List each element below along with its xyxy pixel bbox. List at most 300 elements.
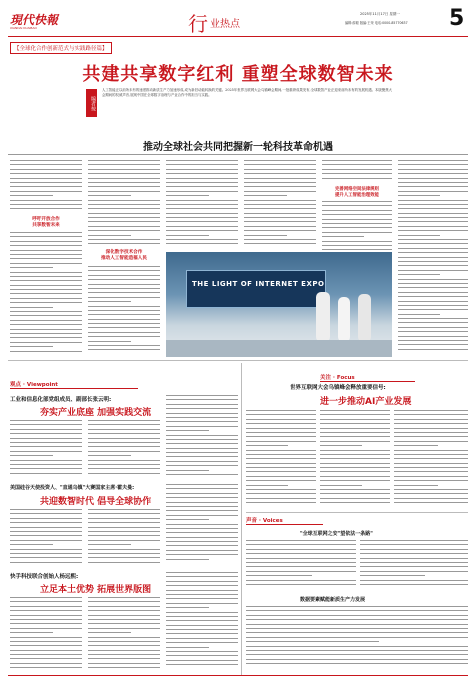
text-line — [398, 314, 440, 315]
text-line — [398, 243, 468, 244]
text-line — [246, 493, 316, 494]
viewpoint-story2-col3 — [166, 484, 238, 567]
text-line — [320, 476, 390, 477]
text-line — [398, 213, 468, 214]
text-line — [88, 518, 160, 519]
article1-col-subhead: 完善网络空间法律规则 提升人工智能治理效能 — [335, 187, 379, 198]
text-line — [394, 467, 468, 468]
text-line — [10, 208, 82, 209]
text-line — [166, 633, 238, 634]
text-line — [10, 420, 82, 421]
text-line — [10, 663, 82, 664]
text-line — [398, 279, 468, 280]
text-line — [246, 575, 312, 576]
text-line — [322, 164, 392, 165]
text-line — [244, 160, 316, 161]
text-line — [10, 315, 82, 316]
text-line — [10, 473, 82, 474]
text-line — [166, 421, 238, 422]
text-line — [88, 645, 160, 646]
text-line — [166, 664, 238, 665]
text-line — [88, 455, 131, 456]
text-line — [88, 173, 160, 174]
text-line — [88, 297, 160, 298]
text-line — [394, 485, 438, 486]
viewpoint-story3-col3 — [166, 572, 238, 673]
text-line — [398, 173, 468, 174]
text-line — [10, 351, 82, 352]
text-line — [166, 581, 238, 582]
viewpoint-story3-col1 — [10, 597, 82, 673]
text-line — [88, 464, 160, 465]
text-line — [166, 395, 238, 396]
text-line — [166, 638, 238, 639]
text-line — [166, 493, 238, 494]
text-line — [246, 580, 356, 581]
viewpoint-story3-sub: 快手科技联合创始人杨远熙: — [10, 574, 79, 580]
viewpoint-story3-col2 — [88, 597, 160, 673]
text-line — [246, 423, 316, 424]
text-line — [88, 230, 160, 231]
text-line — [166, 616, 238, 617]
text-line — [10, 549, 82, 550]
text-line — [10, 455, 53, 456]
text-line — [246, 467, 316, 468]
text-line — [398, 164, 468, 165]
text-line — [10, 433, 82, 434]
text-line — [10, 346, 53, 347]
text-line — [88, 332, 160, 333]
text-line — [394, 432, 468, 433]
masthead — [0, 0, 476, 38]
text-line — [320, 428, 390, 429]
text-line — [88, 667, 160, 668]
text-line — [394, 498, 468, 499]
section-divider — [8, 360, 468, 361]
text-line — [10, 191, 82, 192]
text-line — [246, 441, 316, 442]
viewpoint-story3-title: 立足本土优势 拓展世界版图 — [40, 585, 152, 595]
text-line — [88, 243, 160, 244]
text-line — [398, 178, 468, 179]
text-line — [166, 651, 238, 652]
newspaper-logo: 現代快報 — [10, 13, 59, 27]
text-line — [88, 160, 160, 161]
text-line — [10, 641, 82, 642]
text-line — [10, 329, 82, 330]
text-line — [246, 654, 468, 655]
text-line — [10, 258, 82, 259]
text-line — [166, 213, 238, 214]
text-line — [320, 493, 390, 494]
text-line — [244, 230, 316, 231]
text-line — [88, 468, 160, 469]
text-line — [246, 445, 288, 446]
photo-robot-1 — [316, 292, 330, 342]
text-line — [398, 195, 440, 196]
text-line — [320, 432, 390, 433]
text-line — [88, 429, 160, 430]
text-line — [10, 606, 82, 607]
newspaper-logo-sub: XIANDAI KUAIBAO — [10, 26, 37, 30]
text-line — [10, 320, 82, 321]
text-line — [166, 173, 238, 174]
text-line — [10, 628, 82, 629]
text-line — [394, 463, 468, 464]
text-line — [10, 601, 82, 602]
text-line — [246, 553, 356, 554]
text-line — [88, 208, 160, 209]
text-line — [166, 510, 238, 511]
text-line — [166, 554, 238, 555]
text-line — [88, 433, 160, 434]
text-line — [166, 590, 238, 591]
text-line — [88, 270, 160, 271]
text-line — [320, 471, 390, 472]
article1-col2-bottom — [88, 266, 160, 357]
text-line — [88, 438, 160, 439]
text-line — [88, 217, 160, 218]
text-line — [398, 318, 468, 319]
focus-col1 — [246, 410, 316, 508]
text-line — [246, 619, 468, 620]
viewpoint-story2-col1 — [10, 509, 82, 567]
text-line — [246, 471, 316, 472]
text-line — [166, 470, 209, 471]
text-line — [246, 549, 356, 550]
text-line — [166, 452, 238, 453]
text-line — [166, 426, 238, 427]
text-line — [10, 438, 82, 439]
text-line — [166, 243, 238, 244]
text-line — [88, 460, 160, 461]
text-line — [88, 509, 160, 510]
text-line — [10, 667, 82, 668]
text-line — [322, 236, 364, 237]
text-line — [88, 557, 160, 558]
viewpoint-label: 观点 · Viewpoint — [10, 380, 138, 389]
text-line — [398, 265, 468, 266]
text-line — [88, 169, 160, 170]
voice-quote2: 数据要素赋能新质生产力发展 — [300, 597, 366, 603]
text-line — [166, 217, 238, 218]
text-line — [320, 498, 390, 499]
text-line — [394, 476, 468, 477]
text-line — [322, 201, 392, 202]
text-line — [166, 607, 209, 608]
text-line — [166, 435, 238, 436]
text-line — [88, 641, 160, 642]
text-line — [166, 456, 238, 457]
text-line — [166, 625, 238, 626]
article1-col2-top — [88, 160, 160, 248]
text-line — [10, 557, 82, 558]
text-line — [322, 214, 392, 215]
text-line — [166, 230, 238, 231]
text-line — [88, 540, 160, 541]
text-line — [322, 210, 392, 211]
text-line — [10, 597, 82, 598]
focus-col3 — [394, 410, 468, 508]
text-line — [320, 410, 390, 411]
text-line — [360, 584, 468, 585]
text-line — [166, 532, 238, 533]
column-separator — [241, 363, 242, 675]
text-line — [10, 623, 82, 624]
text-line — [166, 497, 238, 498]
text-line — [322, 219, 392, 220]
text-line — [166, 413, 238, 414]
text-line — [244, 164, 316, 165]
text-line — [88, 619, 160, 620]
text-line — [88, 200, 160, 201]
text-line — [88, 341, 131, 342]
text-line — [246, 606, 468, 607]
text-line — [10, 169, 82, 170]
article1-subhead2: 深化数字技术合作 推动人工智能造福人民 — [101, 250, 147, 261]
text-line — [398, 340, 468, 341]
text-line — [10, 468, 82, 469]
text-line — [246, 489, 316, 490]
article1-col3 — [166, 160, 238, 250]
text-line — [10, 509, 82, 510]
article1-title: 推动全球社会共同把握新一轮科技革命机遇 — [143, 142, 333, 153]
text-line — [394, 502, 468, 503]
text-line — [88, 650, 160, 651]
text-line — [360, 544, 468, 545]
text-line — [394, 454, 468, 455]
text-line — [320, 454, 390, 455]
text-line — [10, 241, 82, 242]
text-line — [166, 191, 238, 192]
text-line — [166, 572, 238, 573]
text-line — [398, 309, 468, 310]
text-line — [10, 446, 82, 447]
text-line — [244, 217, 316, 218]
article1-title-rule — [8, 154, 468, 155]
text-line — [394, 419, 468, 420]
text-line — [398, 305, 468, 306]
text-line — [10, 424, 82, 425]
text-line — [10, 333, 82, 334]
text-line — [88, 239, 160, 240]
text-line — [322, 205, 392, 206]
text-line — [10, 513, 82, 514]
viewpoint-story1-col1 — [10, 420, 82, 480]
article1-col1-top — [10, 160, 82, 216]
photo-robot-3 — [358, 294, 371, 342]
text-line — [246, 498, 316, 499]
text-line — [166, 186, 238, 187]
text-line — [166, 399, 238, 400]
text-line — [246, 428, 316, 429]
voice-col1 — [246, 540, 356, 592]
text-line — [394, 471, 468, 472]
text-line — [88, 226, 160, 227]
text-line — [166, 461, 238, 462]
text-line — [166, 559, 209, 560]
text-line — [88, 319, 160, 320]
text-line — [398, 200, 468, 201]
text-line — [166, 502, 238, 503]
text-line — [10, 245, 82, 246]
text-line — [166, 550, 238, 551]
voice-col2 — [360, 540, 468, 592]
text-line — [246, 476, 316, 477]
text-line — [394, 445, 438, 446]
text-line — [398, 252, 468, 253]
text-line — [398, 283, 468, 284]
main-headline: 共建共享数字红利 重塑全球数智未来 — [82, 64, 394, 85]
text-line — [88, 442, 160, 443]
text-line — [10, 610, 82, 611]
text-line — [10, 324, 82, 325]
text-line — [10, 186, 82, 187]
text-line — [246, 458, 316, 459]
text-line — [322, 169, 392, 170]
article1-col6 — [398, 160, 468, 357]
text-line — [10, 311, 82, 312]
text-line — [322, 249, 392, 250]
text-line — [88, 310, 160, 311]
text-line — [10, 280, 82, 281]
text-line — [322, 223, 392, 224]
text-line — [320, 450, 390, 451]
text-line — [246, 544, 356, 545]
text-line — [166, 204, 238, 205]
text-line — [246, 637, 468, 638]
text-line — [360, 580, 468, 581]
text-line — [166, 221, 238, 222]
text-line — [88, 306, 160, 307]
text-line — [88, 663, 160, 664]
text-line — [88, 195, 131, 196]
text-line — [88, 182, 160, 183]
text-line — [10, 650, 82, 651]
text-line — [88, 658, 160, 659]
text-line — [10, 289, 82, 290]
text-line — [88, 522, 160, 523]
text-line — [394, 414, 468, 415]
text-line — [244, 178, 316, 179]
text-line — [398, 208, 468, 209]
text-line — [88, 632, 131, 633]
text-line — [398, 226, 468, 227]
text-line — [10, 182, 82, 183]
text-line — [398, 349, 468, 350]
text-line — [88, 615, 160, 616]
article1-photo — [166, 252, 392, 357]
text-line — [246, 641, 379, 642]
text-line — [394, 410, 468, 411]
text-line — [398, 257, 468, 258]
text-line — [360, 549, 468, 550]
text-line — [322, 178, 392, 179]
text-line — [360, 562, 468, 563]
bottom-rule — [8, 675, 468, 676]
text-line — [166, 585, 238, 586]
text-line — [246, 450, 316, 451]
text-line — [166, 515, 238, 516]
article1-col4 — [244, 160, 316, 250]
text-line — [166, 642, 238, 643]
focus-sub: 世界互联网大会乌镇峰会释放重要信号: — [290, 385, 386, 391]
text-line — [320, 458, 390, 459]
viewpoint-story2-col2 — [88, 509, 160, 567]
text-line — [320, 463, 390, 464]
text-line — [88, 527, 160, 528]
text-line — [88, 623, 160, 624]
banner-tag: 【全球化合作创新范式与实践路径篇】 — [10, 42, 112, 54]
text-line — [10, 544, 53, 545]
text-line — [398, 322, 468, 323]
text-line — [246, 414, 316, 415]
text-line — [398, 336, 468, 337]
text-line — [88, 186, 160, 187]
text-line — [398, 182, 468, 183]
text-line — [244, 239, 316, 240]
text-line — [166, 430, 209, 431]
text-line — [246, 454, 316, 455]
text-line — [88, 266, 160, 267]
text-line — [10, 307, 53, 308]
text-line — [10, 272, 82, 273]
text-line — [394, 480, 468, 481]
text-line — [398, 292, 468, 293]
text-line — [88, 553, 160, 554]
text-line — [398, 160, 468, 161]
text-line — [10, 658, 82, 659]
text-line — [10, 263, 82, 264]
voice-label: 声音 · Voices — [246, 516, 323, 525]
photo-robot-2 — [338, 297, 350, 342]
photo-screen — [186, 270, 326, 308]
text-line — [244, 221, 316, 222]
page-number: 5 — [449, 6, 465, 31]
text-line — [166, 576, 238, 577]
text-line — [10, 293, 82, 294]
text-line — [10, 531, 82, 532]
text-line — [10, 232, 82, 233]
text-line — [246, 628, 468, 629]
text-line — [246, 650, 468, 651]
text-line — [88, 597, 160, 598]
text-line — [10, 518, 82, 519]
text-line — [88, 446, 160, 447]
text-line — [398, 239, 468, 240]
text-line — [398, 191, 468, 192]
text-line — [166, 208, 238, 209]
text-line — [398, 217, 468, 218]
text-line — [88, 606, 160, 607]
text-line — [244, 226, 316, 227]
text-line — [398, 287, 468, 288]
text-line — [166, 417, 238, 418]
text-line — [166, 528, 238, 529]
text-line — [246, 584, 356, 585]
text-line — [166, 655, 238, 656]
text-line — [320, 423, 390, 424]
viewpoint-story1-col3 — [166, 395, 238, 480]
text-line — [244, 169, 316, 170]
text-line — [166, 439, 238, 440]
text-line — [88, 323, 160, 324]
text-line — [322, 173, 392, 174]
text-line — [246, 463, 316, 464]
text-line — [360, 540, 468, 541]
text-line — [322, 232, 392, 233]
text-line — [320, 436, 390, 437]
